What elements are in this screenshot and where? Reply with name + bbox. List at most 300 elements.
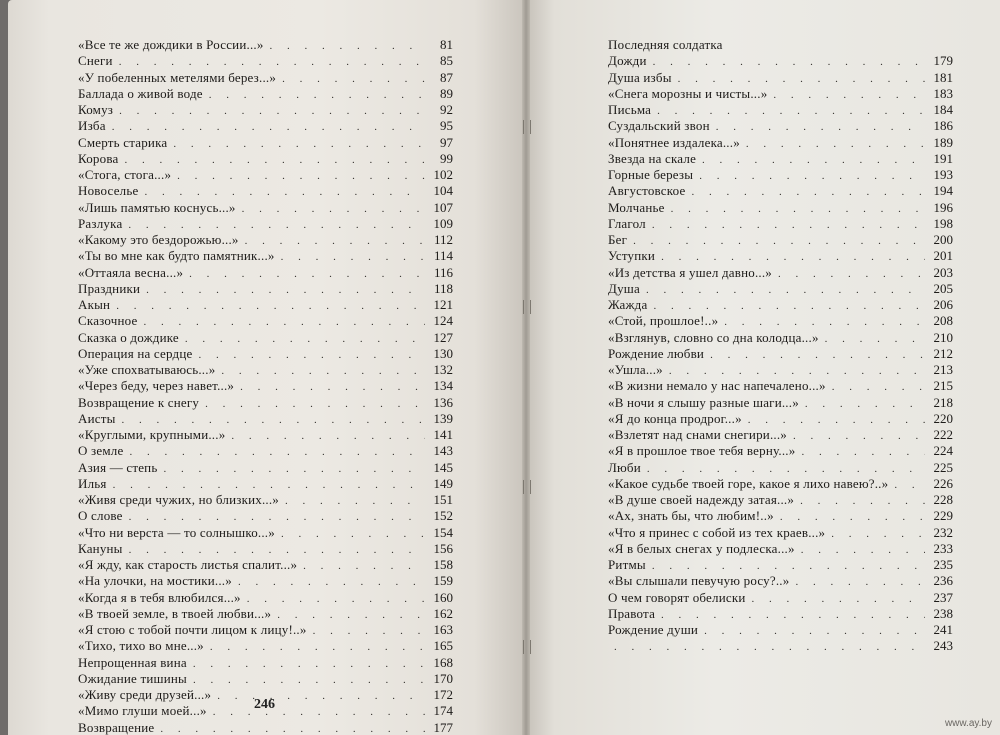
toc-entry (78, 102, 453, 118)
toc-entry-page: 134 (433, 378, 453, 394)
toc-entry (608, 541, 953, 557)
dot-leader (773, 87, 925, 103)
toc-entry-page: 95 (440, 118, 453, 134)
toc-entry-title: «В душе своей надежду затая...» (608, 492, 795, 507)
toc-entry (608, 167, 953, 183)
dot-leader (217, 688, 425, 704)
toc-entry-page: 165 (433, 638, 453, 654)
dot-leader (303, 558, 425, 574)
dot-leader (800, 493, 925, 509)
dot-leader (242, 201, 425, 217)
toc-entry (608, 476, 953, 492)
toc-entry-title: Кануны (78, 540, 123, 556)
toc-entry-page: 162 (433, 605, 453, 621)
toc-entry-title: «Живя среди чужих, но близких...» (78, 492, 279, 507)
toc-entry-page: 97 (440, 134, 453, 150)
toc-entry-title: «На улочки, на мостики...» (78, 573, 232, 589)
toc-entry-page: 89 (440, 85, 453, 101)
toc-entry-page: 92 (440, 102, 453, 117)
toc-entry (78, 330, 453, 346)
toc-entry-title: «Тихо, тихо во мне...» (78, 638, 204, 654)
toc-entry-title: Азия — степь (78, 459, 158, 475)
toc-entry-page: 114 (433, 248, 453, 264)
dot-leader (671, 201, 925, 217)
toc-entry (78, 573, 453, 589)
dot-leader (163, 461, 425, 477)
toc-entry-title: Операция на сердце (78, 345, 193, 361)
toc-entry (78, 395, 453, 411)
dot-leader (710, 347, 925, 363)
toc-entry-page: 181 (933, 69, 953, 85)
toc-entry-title: «В ночи я слышу разные шаги...» (608, 394, 799, 410)
toc-entry-page: 160 (433, 589, 453, 605)
dot-leader (247, 591, 425, 607)
toc-entry (608, 118, 953, 134)
toc-entry (78, 476, 453, 492)
toc-entry-title: Уступки (608, 248, 656, 264)
watermark: www.ay.by (944, 718, 992, 729)
toc-entry-title: Жажда (608, 297, 648, 312)
dot-leader (795, 574, 925, 590)
dot-leader (661, 249, 925, 265)
toc-entry-title: Разлука (78, 215, 123, 231)
toc-entry-title: «У побеленных метелями берез...» (78, 69, 277, 85)
toc-entry-page: 124 (433, 313, 453, 329)
toc-entry-title: «Из детства я ушел давно...» (608, 264, 773, 280)
toc-entry (608, 281, 953, 297)
toc-entry (78, 183, 453, 199)
dot-leader (144, 184, 425, 200)
table-of-contents-left (78, 37, 453, 735)
dot-leader (669, 363, 925, 379)
dot-leader (129, 542, 425, 558)
dot-leader (189, 266, 425, 282)
toc-entry-page: 177 (433, 719, 453, 735)
toc-entry-page: 215 (933, 378, 953, 394)
toc-entry (78, 135, 453, 151)
toc-entry-page: 168 (433, 654, 453, 670)
toc-entry-title: «Какое судьбе твоей горе, какое я лихо навею?..» (608, 475, 889, 491)
toc-entry-page: 158 (433, 557, 453, 572)
toc-entry (608, 151, 953, 167)
toc-entry-title: «Я жду, как старость листья спалит...» (78, 557, 298, 572)
toc-entry (78, 378, 453, 394)
dot-leader (221, 363, 425, 379)
dot-leader (832, 379, 925, 395)
dot-leader (801, 444, 925, 460)
toc-entry-page: 194 (933, 183, 953, 199)
toc-entry (78, 281, 453, 297)
toc-entry-page: 81 (440, 37, 453, 52)
toc-entry-title: О слове (78, 508, 123, 524)
toc-entry-title: О земле (78, 443, 124, 459)
toc-entry-title: «Что я принес с собой из тех краев...» (608, 524, 826, 540)
toc-entry (608, 70, 953, 86)
dot-leader (160, 721, 425, 735)
toc-entry-title: Глагол (608, 215, 646, 231)
toc-entry (608, 102, 953, 118)
toc-entry (78, 248, 453, 264)
toc-entry-title: Акын (78, 297, 111, 312)
toc-entry-page: 102 (433, 167, 453, 182)
toc-entry (608, 508, 953, 524)
toc-entry-page: 228 (933, 492, 953, 507)
toc-entry-page: 159 (433, 573, 453, 589)
toc-entry (78, 460, 453, 476)
dot-leader (231, 428, 425, 444)
dot-leader (281, 526, 425, 542)
dot-leader (778, 266, 925, 282)
toc-entry-page: 229 (933, 508, 953, 524)
toc-entry (608, 606, 953, 622)
toc-entry-title: «Через беду, через навет...» (78, 378, 235, 394)
toc-entry (78, 492, 453, 508)
toc-entry (78, 362, 453, 378)
book-spine (522, 0, 530, 735)
dot-leader (277, 607, 425, 623)
toc-entry (78, 86, 453, 102)
dot-leader (678, 71, 925, 87)
dot-leader (652, 558, 925, 574)
toc-entry (608, 216, 953, 232)
toc-entry-title: Изба (78, 118, 106, 134)
toc-entry (608, 232, 953, 248)
dot-leader (647, 461, 925, 477)
binding-stitch (523, 300, 531, 314)
toc-entry-page: 149 (433, 475, 453, 491)
dot-leader (746, 136, 925, 152)
toc-entry-title: «Я стою с тобой почти лицом к лицу!..» (78, 622, 307, 637)
toc-entry-page: 163 (433, 622, 453, 637)
toc-entry (78, 53, 453, 69)
toc-entry-title: «В твоей земле, в твоей любви...» (78, 605, 272, 621)
toc-entry (608, 200, 953, 216)
toc-entry (608, 622, 953, 638)
dot-leader (748, 412, 925, 428)
toc-entry-page: 235 (933, 557, 953, 572)
dot-leader (831, 526, 925, 542)
toc-entry (78, 411, 453, 427)
toc-entry-title: Дожди (608, 53, 647, 69)
dot-leader (185, 331, 425, 347)
toc-entry-title: «Оттаяла весна...» (78, 264, 184, 280)
toc-entry-page: 109 (433, 215, 453, 231)
toc-entry-page: 116 (433, 264, 453, 280)
toc-entry (78, 525, 453, 541)
toc-entry-page: 154 (433, 524, 453, 540)
toc-entry-title: «Стой, прошлое!..» (608, 313, 719, 329)
toc-entry (78, 671, 453, 687)
toc-entry-title: Суздальский звон (608, 118, 710, 134)
dot-leader (699, 168, 925, 184)
toc-entry-title: О чем говорят обелиски (608, 589, 746, 605)
toc-entry-title: Августовское (608, 183, 686, 199)
toc-entry-title: «Я в белых снегах у подлеска...» (608, 540, 795, 556)
dot-leader (716, 119, 925, 135)
toc-entry-page: 220 (933, 410, 953, 426)
toc-entry-page: 210 (933, 329, 953, 345)
dot-leader (245, 233, 425, 249)
table-of-contents-right (608, 37, 953, 655)
toc-entry-page: 127 (433, 329, 453, 345)
toc-entry-title: Ритмы (608, 557, 646, 572)
dot-leader (144, 314, 425, 330)
toc-entry (608, 395, 953, 411)
toc-entry-page: 151 (433, 492, 453, 507)
dot-leader (313, 623, 425, 639)
dot-leader (282, 71, 425, 87)
dot-leader (119, 54, 425, 70)
dot-leader (112, 119, 425, 135)
dot-leader (209, 87, 425, 103)
dot-leader (129, 444, 425, 460)
toc-entry-page: 193 (933, 167, 953, 182)
toc-entry (78, 37, 453, 53)
toc-entry-title: Душа избы (608, 69, 672, 85)
toc-entry (608, 135, 953, 151)
toc-entry-title: Последняя солдатка (608, 37, 723, 52)
toc-entry-page: 156 (433, 540, 453, 556)
toc-entry-title: «Живу среди друзей...» (78, 687, 212, 702)
toc-entry (78, 346, 453, 362)
toc-entry-page: 205 (933, 280, 953, 296)
toc-entry (78, 655, 453, 671)
left-page (8, 0, 526, 735)
toc-entry-title: Рождение души (608, 622, 699, 637)
toc-entry-title: Праздники (78, 280, 141, 296)
dot-leader (238, 574, 425, 590)
dot-leader (270, 38, 425, 54)
toc-entry-page: 184 (933, 102, 953, 117)
dot-leader (173, 136, 425, 152)
toc-entry-title: Сказочное (78, 313, 138, 329)
dot-leader (653, 298, 925, 314)
toc-entry (78, 622, 453, 638)
dot-leader (116, 298, 425, 314)
dot-leader (825, 331, 925, 347)
toc-entry-title: Молчанье (608, 199, 665, 215)
toc-entry-title: «Взлетят над снами снегири...» (608, 427, 787, 442)
dot-leader (213, 704, 425, 720)
toc-entry-title: «Понятнее издалека...» (608, 134, 740, 150)
toc-entry-page: 118 (433, 280, 453, 296)
toc-entry-page: 112 (433, 232, 453, 247)
toc-entry-title: Ожидание тишины (78, 670, 187, 686)
toc-entry (608, 460, 953, 476)
dot-leader (113, 477, 425, 493)
toc-entry-title: «Снега морозны и чисты...» (608, 85, 768, 101)
toc-entry (78, 508, 453, 524)
toc-entry-title: Звезда на скале (608, 150, 697, 166)
toc-entry-page: 172 (433, 687, 453, 702)
binding-stitch (523, 120, 531, 134)
dot-leader (702, 152, 925, 168)
dot-leader (193, 656, 425, 672)
toc-entry-page: 104 (433, 183, 453, 199)
toc-entry (78, 216, 453, 232)
toc-entry-page: 189 (933, 134, 953, 150)
dot-leader (122, 412, 425, 428)
toc-entry (608, 362, 953, 378)
toc-entry-page: 218 (933, 394, 953, 410)
toc-entry-page: 85 (440, 53, 453, 69)
dot-leader (198, 347, 425, 363)
toc-entry-page: 183 (933, 85, 953, 101)
toc-entry (608, 638, 953, 654)
toc-entry-title: Бег (608, 232, 628, 247)
dot-leader (793, 428, 925, 444)
dot-leader (193, 672, 425, 688)
toc-entry (608, 346, 953, 362)
toc-entry (608, 248, 953, 264)
toc-entry-title: Корова (78, 150, 119, 166)
toc-entry-title: «Какому это бездорожью...» (78, 232, 239, 247)
dot-leader (805, 396, 925, 412)
binding-stitch (523, 640, 531, 654)
toc-entry (78, 313, 453, 329)
dot-leader (210, 639, 425, 655)
dot-leader (128, 217, 425, 233)
toc-entry (78, 720, 453, 735)
dot-leader (146, 282, 425, 298)
right-page (526, 0, 1000, 735)
toc-entry-page: 139 (433, 410, 453, 426)
dot-leader (177, 168, 425, 184)
toc-entry-page: 145 (433, 459, 453, 475)
toc-entry (78, 297, 453, 313)
toc-entry (78, 557, 453, 573)
toc-entry-page: 191 (933, 150, 953, 166)
toc-entry-page: 132 (433, 362, 453, 377)
toc-entry-page: 222 (933, 427, 953, 442)
dot-leader (704, 623, 925, 639)
toc-entry-title: Горные березы (608, 167, 694, 182)
page-number: 246 (254, 697, 275, 712)
dot-leader (780, 509, 925, 525)
toc-entry-page: 196 (933, 199, 953, 215)
toc-entry-page: 186 (933, 118, 953, 134)
toc-entry (78, 590, 453, 606)
toc-entry-page: 213 (933, 362, 953, 377)
toc-entry (608, 313, 953, 329)
toc-entry-title: Рождение любви (608, 345, 705, 361)
toc-entry-title: Люби (608, 459, 641, 475)
dot-leader (894, 477, 925, 493)
toc-entry-page: 243 (933, 638, 953, 654)
toc-entry-page: 225 (933, 459, 953, 475)
toc-entry (608, 590, 953, 606)
dot-leader (652, 217, 925, 233)
toc-entry-title: «Вы слышали певучую росу?..» (608, 573, 790, 589)
toc-entry-title: Новоселье (78, 183, 139, 199)
toc-entry-page: 121 (433, 297, 453, 312)
toc-entry-page: 200 (933, 232, 953, 247)
dot-leader (119, 103, 425, 119)
toc-entry-page: 212 (933, 345, 953, 361)
toc-entry-page: 201 (933, 248, 953, 264)
toc-entry-title: Смерть старика (78, 134, 168, 150)
toc-entry-page: 152 (433, 508, 453, 524)
toc-entry-page: 170 (433, 670, 453, 686)
toc-entry (608, 378, 953, 394)
toc-entry-page: 130 (433, 345, 453, 361)
toc-entry (78, 443, 453, 459)
toc-entry-page: 136 (433, 394, 453, 410)
toc-entry-page: 238 (933, 605, 953, 621)
toc-entry-title: «Ушла...» (608, 362, 663, 377)
toc-entry-page: 99 (440, 150, 453, 166)
toc-entry-page: 141 (433, 427, 453, 442)
toc-entry-title: «Мимо глуши моей...» (78, 703, 207, 719)
toc-entry-title: «Стога, стога...» (78, 167, 172, 182)
dot-leader (801, 542, 925, 558)
dot-leader (205, 396, 425, 412)
toc-entry (608, 330, 953, 346)
toc-entry-title: Непрощенная вина (78, 654, 187, 670)
toc-entry-title: «Когда я в тебя влюбился...» (78, 589, 241, 605)
dot-leader (661, 607, 925, 623)
dot-leader (124, 152, 425, 168)
toc-entry (78, 70, 453, 86)
toc-entry-page: 198 (933, 215, 953, 231)
toc-entry-title: Аисты (78, 410, 116, 426)
toc-entry-page: 237 (933, 589, 953, 605)
dot-leader (646, 282, 925, 298)
toc-entry-page: 224 (933, 443, 953, 459)
toc-entry-page: 232 (933, 524, 953, 540)
dot-leader (691, 184, 925, 200)
toc-entry (78, 606, 453, 622)
toc-entry-title: «Я до конца продрог...» (608, 410, 742, 426)
toc-entry (608, 427, 953, 443)
toc-entry-title: «Круглыми, крупными...» (78, 427, 226, 442)
toc-entry (608, 492, 953, 508)
toc-entry (608, 86, 953, 102)
toc-entry (608, 183, 953, 199)
binding-stitch (523, 480, 531, 494)
toc-entry-page: 226 (933, 475, 953, 491)
toc-entry-title: «Я в прошлое твое тебя верну...» (608, 443, 796, 459)
toc-entry (608, 265, 953, 281)
dot-leader (285, 493, 425, 509)
dot-leader (724, 314, 925, 330)
toc-entry (608, 443, 953, 459)
toc-entry-title: Письма (608, 102, 652, 117)
toc-entry-title: «Ах, знать бы, что любим!..» (608, 508, 774, 524)
toc-entry-page: 236 (933, 573, 953, 589)
toc-entry-title: Правота (608, 605, 656, 621)
toc-entry-title: Сказка о дождике (78, 329, 179, 345)
toc-entry-title: Снеги (78, 53, 113, 69)
toc-entry-page: 208 (933, 313, 953, 329)
toc-entry-title: Комуз (78, 102, 114, 117)
toc-entry-page: 143 (433, 443, 453, 459)
toc-entry-title: «Что ни верста — то солнышко...» (78, 524, 275, 540)
toc-entry-page: 233 (933, 540, 953, 556)
toc-entry-title: Возвращение к снегу (78, 394, 200, 410)
dot-leader (614, 639, 925, 655)
toc-entry (608, 411, 953, 427)
toc-entry (78, 265, 453, 281)
toc-entry (78, 232, 453, 248)
toc-entry (608, 53, 953, 69)
toc-entry (608, 573, 953, 589)
toc-entry-title: Возвращение (78, 719, 155, 735)
dot-leader (657, 103, 925, 119)
toc-entry (78, 118, 453, 134)
toc-entry-title: «В жизни немало у нас напечалено...» (608, 378, 826, 394)
toc-entry-title: «Ты во мне как будто памятник...» (78, 248, 275, 264)
